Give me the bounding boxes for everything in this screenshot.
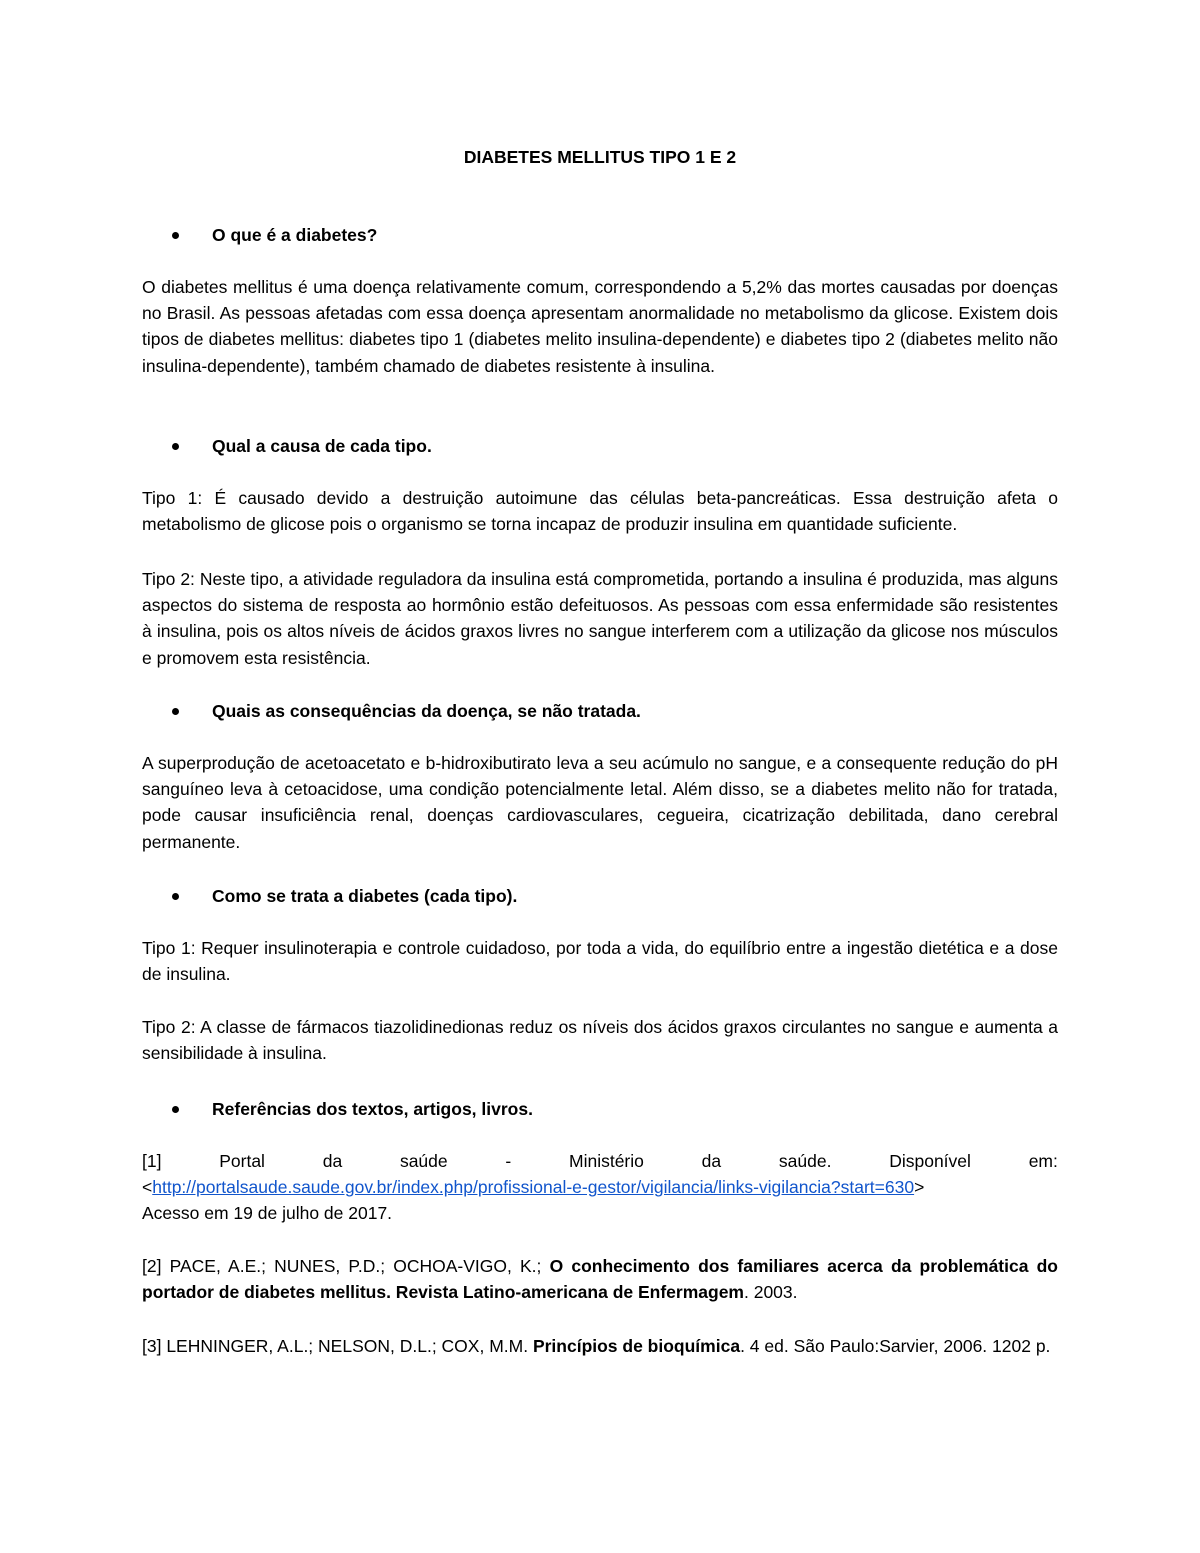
reference-1 <box>142 1148 1058 1227</box>
reference-word: - <box>505 1151 512 1171</box>
reference-2-year: . 2003. <box>743 1282 798 1303</box>
bullet-icon <box>172 232 179 239</box>
reference-word: saúde. <box>778 1151 832 1171</box>
document-page <box>142 0 1058 1553</box>
reference-1-url-line <box>142 1174 1058 1200</box>
section-heading-text: Quais as consequências da doença, se não tratada. <box>212 701 641 721</box>
bullet-icon <box>172 708 179 715</box>
bullet-icon <box>172 893 179 900</box>
reference-1-line <box>142 1148 1058 1174</box>
link-close-bracket: > <box>914 1177 925 1198</box>
bullet-icon <box>172 443 179 450</box>
reference-word: Disponível <box>889 1151 971 1171</box>
reference-word: da <box>701 1151 722 1171</box>
reference-word: da <box>322 1151 343 1171</box>
reference-3-publisher: . 4 ed. São Paulo:Sarvier, 2006. 1202 p. <box>740 1336 1051 1356</box>
reference-2-authors: [2] PACE, A.E.; NUNES, P.D.; OCHOA-VIGO, K.; <box>142 1256 550 1276</box>
bullet-icon <box>172 1106 179 1113</box>
section-heading-text: Qual a causa de cada tipo. <box>212 436 432 456</box>
reference-2-title: O conhecimento dos familiares acerca da problemática do portador de diabetes mellitus. Revista Latino-americana de Enfermagem <box>142 1256 1058 1303</box>
document-title: DIABETES MELLITUS TIPO 1 E 2 <box>463 147 737 167</box>
reference-3 <box>142 1333 1058 1359</box>
reference-word: saúde <box>399 1151 448 1171</box>
reference-link[interactable]: http://portalsaude.saude.gov.br/index.php/profissional-e-gestor/vigilancia/links-vigilancia?start=630 <box>152 1177 915 1198</box>
paragraph: Tipo 1: Requer insulinoterapia e controle cuidadoso, por toda a vida, do equilíbrio entre a ingestão dietética e a dose de insulina. <box>142 938 1058 985</box>
section-heading-text: Como se trata a diabetes (cada tipo). <box>212 886 518 906</box>
reference-3-authors: [3] LEHNINGER, A.L.; NELSON, D.L.; COX, M.M. <box>142 1336 533 1356</box>
paragraph: Tipo 2: Neste tipo, a atividade reguladora da insulina está comprometida, portando a insulina é produzida, mas alguns aspectos do sistema de resposta ao hormônio estão defeituosos. As pessoas com essa enfermidade são resistentes à insulina, pois os altos níveis de ácidos graxos livres no sangue interferem com a utilização da glicose nos músculos e promovem esta resistência. <box>142 569 1058 668</box>
section-heading-text: O que é a diabetes? <box>212 225 378 245</box>
reference-word: [1] <box>142 1151 162 1171</box>
section-heading-text: Referências dos textos, artigos, livros. <box>212 1099 533 1119</box>
paragraph: A superprodução de acetoacetato e b-hidroxibutirato leva a seu acúmulo no sangue, e a consequente redução do pH sanguíneo leva à cetoacidose, uma condição potencialmente letal. Além disso, se a diabetes melito não for tratada, pode causar insuficiência renal, doenças cardiovasculares, cegueira, cicatrização debilitada, dano cerebral permanente. <box>142 753 1058 852</box>
reference-3-title: Princípios de bioquímica <box>532 1336 741 1356</box>
reference-1-access: Acesso em 19 de julho de 2017. <box>142 1203 393 1224</box>
paragraph: O diabetes mellitus é uma doença relativamente comum, correspondendo a 5,2% das mortes causadas por doenças no Brasil. As pessoas afetadas com essa doença apresentam anormalidade no metabolismo da glicose. Existem dois tipos de diabetes mellitus: diabetes tipo 1 (diabetes melito insulina-dependente) e diabetes tipo 2 (diabetes melito não insulina-dependente), também chamado de diabetes resistente à insulina. <box>142 277 1058 376</box>
reference-word: Portal <box>219 1151 265 1171</box>
paragraph: Tipo 1: É causado devido a destruição autoimune das células beta-pancreáticas. Essa destruição afeta o metabolismo de glicose pois o organismo se torna incapaz de produzir insulina em quantidade suficiente. <box>142 488 1058 535</box>
reference-word: em: <box>1028 1151 1058 1171</box>
link-open-bracket: < <box>142 1177 153 1198</box>
reference-word: Ministério <box>569 1151 644 1171</box>
reference-2 <box>142 1253 1058 1305</box>
paragraph: Tipo 2: A classe de fármacos tiazolidinedionas reduz os níveis dos ácidos graxos circulantes no sangue e aumenta a sensibilidade à insulina. <box>142 1017 1058 1064</box>
